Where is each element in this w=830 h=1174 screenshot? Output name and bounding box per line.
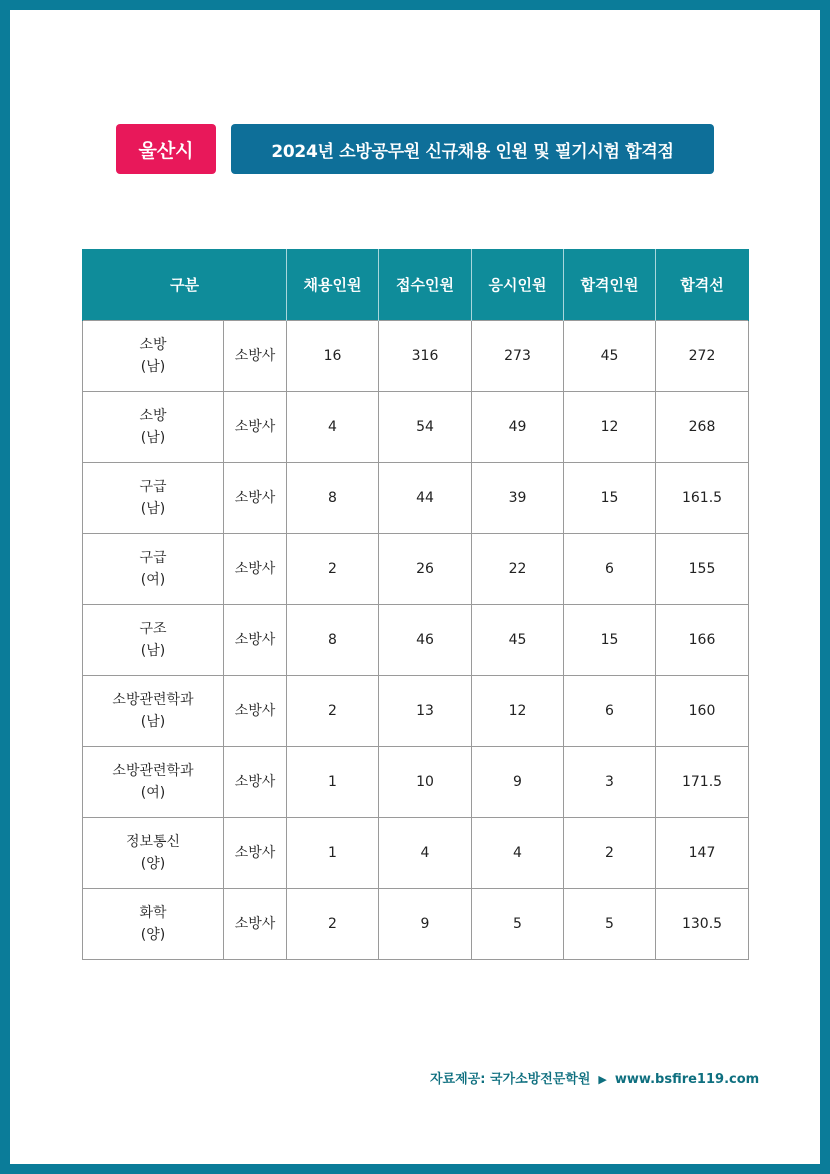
table-row bbox=[83, 534, 749, 605]
source-credit bbox=[430, 1068, 759, 1087]
cell-examined: 9 bbox=[472, 747, 564, 818]
cell-hire: 8 bbox=[287, 605, 379, 676]
cell-field bbox=[83, 392, 224, 463]
cell-rank: 소방사 bbox=[224, 818, 287, 889]
header-passed: 합격인원 bbox=[564, 249, 656, 321]
field-group: (여) bbox=[140, 572, 166, 588]
cell-rank: 소방사 bbox=[224, 463, 287, 534]
field-group: (여) bbox=[140, 785, 166, 801]
field-name: 구급 bbox=[139, 479, 167, 495]
cell-field bbox=[83, 463, 224, 534]
cell-rank: 소방사 bbox=[224, 747, 287, 818]
cell-applied: 44 bbox=[379, 463, 472, 534]
cell-rank: 소방사 bbox=[224, 676, 287, 747]
table-row bbox=[83, 818, 749, 889]
cell-cutoff: 171.5 bbox=[656, 747, 749, 818]
cell-field bbox=[83, 747, 224, 818]
field-group: (양) bbox=[140, 856, 166, 872]
cell-cutoff: 130.5 bbox=[656, 889, 749, 960]
cell-examined: 45 bbox=[472, 605, 564, 676]
cell-hire: 1 bbox=[287, 747, 379, 818]
cell-rank: 소방사 bbox=[224, 534, 287, 605]
cell-hire: 2 bbox=[287, 534, 379, 605]
table-row bbox=[83, 321, 749, 392]
cell-passed: 12 bbox=[564, 392, 656, 463]
field-group: (양) bbox=[140, 927, 166, 943]
table-row bbox=[83, 463, 749, 534]
cell-applied: 26 bbox=[379, 534, 472, 605]
field-group: (남) bbox=[140, 714, 166, 730]
cell-passed: 6 bbox=[564, 534, 656, 605]
cell-rank: 소방사 bbox=[224, 392, 287, 463]
cell-cutoff: 166 bbox=[656, 605, 749, 676]
cell-applied: 13 bbox=[379, 676, 472, 747]
cell-cutoff: 161.5 bbox=[656, 463, 749, 534]
cell-examined: 4 bbox=[472, 818, 564, 889]
table-row bbox=[83, 392, 749, 463]
cell-hire: 8 bbox=[287, 463, 379, 534]
cell-hire: 16 bbox=[287, 321, 379, 392]
cell-cutoff: 268 bbox=[656, 392, 749, 463]
table-header-row bbox=[83, 249, 749, 321]
score-table bbox=[82, 249, 749, 960]
cell-passed: 15 bbox=[564, 605, 656, 676]
table-row bbox=[83, 676, 749, 747]
header-examined: 응시인원 bbox=[472, 249, 564, 321]
arrow-right-icon: ▶ bbox=[598, 1073, 607, 1086]
header-category: 구분 bbox=[83, 249, 287, 321]
field-group: (남) bbox=[140, 359, 166, 375]
cell-examined: 39 bbox=[472, 463, 564, 534]
cell-hire: 2 bbox=[287, 889, 379, 960]
field-group: (남) bbox=[140, 430, 166, 446]
cell-applied: 9 bbox=[379, 889, 472, 960]
table-row bbox=[83, 747, 749, 818]
cell-rank: 소방사 bbox=[224, 321, 287, 392]
field-name: 구조 bbox=[139, 621, 167, 637]
field-name: 소방 bbox=[139, 408, 167, 424]
region-badge: 울산시 bbox=[116, 124, 216, 174]
table-row bbox=[83, 605, 749, 676]
cell-rank: 소방사 bbox=[224, 889, 287, 960]
header-hire: 채용인원 bbox=[287, 249, 379, 321]
cell-examined: 22 bbox=[472, 534, 564, 605]
cell-applied: 4 bbox=[379, 818, 472, 889]
field-name: 정보통신 bbox=[125, 834, 181, 850]
cell-field bbox=[83, 818, 224, 889]
field-name: 화학 bbox=[139, 905, 167, 921]
source-label: 자료제공: 국가소방전문학원 bbox=[430, 1072, 591, 1087]
field-name: 구급 bbox=[139, 550, 167, 566]
cell-passed: 15 bbox=[564, 463, 656, 534]
field-name: 소방 bbox=[139, 337, 167, 353]
field-name: 소방관련학과 bbox=[112, 692, 194, 708]
cell-rank: 소방사 bbox=[224, 605, 287, 676]
header-cutoff: 합격선 bbox=[656, 249, 749, 321]
field-name: 소방관련학과 bbox=[112, 763, 194, 779]
cell-applied: 46 bbox=[379, 605, 472, 676]
cell-cutoff: 147 bbox=[656, 818, 749, 889]
cell-field bbox=[83, 889, 224, 960]
cell-passed: 6 bbox=[564, 676, 656, 747]
cell-cutoff: 155 bbox=[656, 534, 749, 605]
cell-field bbox=[83, 676, 224, 747]
source-url[interactable]: www.bsfire119.com bbox=[614, 1072, 760, 1087]
page-title: 2024년 소방공무원 신규채용 인원 및 필기시험 합격점 bbox=[231, 124, 714, 174]
cell-applied: 54 bbox=[379, 392, 472, 463]
cell-field bbox=[83, 605, 224, 676]
cell-hire: 2 bbox=[287, 676, 379, 747]
cell-examined: 49 bbox=[472, 392, 564, 463]
cell-examined: 273 bbox=[472, 321, 564, 392]
cell-passed: 45 bbox=[564, 321, 656, 392]
cell-applied: 10 bbox=[379, 747, 472, 818]
cell-hire: 4 bbox=[287, 392, 379, 463]
field-group: (남) bbox=[140, 643, 166, 659]
cell-applied: 316 bbox=[379, 321, 472, 392]
cell-examined: 12 bbox=[472, 676, 564, 747]
cell-passed: 2 bbox=[564, 818, 656, 889]
cell-hire: 1 bbox=[287, 818, 379, 889]
cell-passed: 3 bbox=[564, 747, 656, 818]
table-row bbox=[83, 889, 749, 960]
field-group: (남) bbox=[140, 501, 166, 517]
header-applied: 접수인원 bbox=[379, 249, 472, 321]
cell-cutoff: 160 bbox=[656, 676, 749, 747]
cell-field bbox=[83, 534, 224, 605]
cell-examined: 5 bbox=[472, 889, 564, 960]
cell-passed: 5 bbox=[564, 889, 656, 960]
cell-cutoff: 272 bbox=[656, 321, 749, 392]
cell-field bbox=[83, 321, 224, 392]
